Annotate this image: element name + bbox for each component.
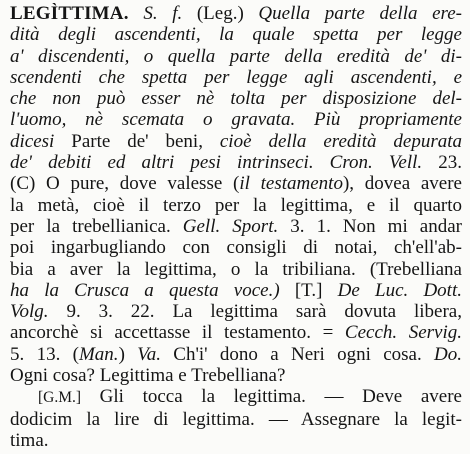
text-segment: 9. 3. 22. La legittima sarà dovuta libera, — [48, 301, 462, 323]
entry-line — [10, 67, 462, 88]
entry-line — [10, 430, 462, 451]
entry-line — [10, 409, 462, 430]
italic-segment: che non può esser nè tolta per disposizione del- — [10, 88, 462, 110]
text-segment: ), dovea avere — [342, 173, 462, 195]
entry-line — [10, 344, 462, 365]
entry-line — [10, 24, 462, 45]
headword: LEGÌTTIMA. — [10, 3, 129, 24]
text-segment: dodicim la lire di legittima. — Assegnare la legit- — [10, 408, 462, 430]
italic-segment: il testamento — [239, 173, 343, 195]
text-segment: 23. — [422, 152, 462, 174]
text-segment: (Leg.) — [182, 3, 259, 24]
text-segment: ) — [118, 343, 138, 365]
entry-line — [10, 46, 462, 67]
entry-line — [10, 280, 462, 301]
italic-segment: Va. — [137, 343, 161, 365]
italic-segment: Cecch. Servig. — [344, 322, 462, 344]
text-segment: per la trebellianica. — [10, 215, 183, 237]
text-segment: bia a aver la legittima, o la tribiliana. (Trebelliana — [10, 258, 462, 280]
text-segment: (C) O pure, dove valesse ( — [10, 173, 240, 195]
text-segment: Ogni cosa? Legittima e Trebelliana? — [10, 365, 286, 387]
entry-line — [10, 386, 462, 408]
italic-segment: S. f. — [143, 3, 183, 24]
entry-line — [10, 365, 462, 386]
entry-line — [10, 216, 462, 237]
text-segment: poi ingarbugliando con consigli di notai, ch'ell'ab- — [10, 237, 462, 259]
entry-line — [10, 173, 462, 194]
text-segment: tima. — [10, 429, 49, 451]
entry-line — [10, 301, 462, 322]
italic-segment: Quella parte della ere- — [258, 3, 462, 24]
entry-line — [10, 195, 462, 216]
italic-segment: cioè della eredità depurata — [219, 130, 462, 152]
editor-tag: [G.M.] — [38, 389, 82, 407]
text-segment: la metà, cioè il terzo per la legittima, e il quarto — [10, 194, 462, 216]
italic-segment: de' debiti ed altri pesi intrinseci. Cron. Vell. — [10, 152, 423, 174]
entry-line — [10, 237, 462, 258]
entry-line — [10, 152, 462, 173]
italic-segment: Man. — [78, 343, 119, 365]
text-segment: ancorchè si accettasse il testamento. = — [10, 322, 345, 344]
entry-line — [10, 259, 462, 280]
italic-segment: dità degli ascendenti, la quale spetta per legge — [10, 24, 462, 46]
entry-line — [10, 131, 462, 152]
text-segment: [T.] — [279, 279, 338, 301]
text-segment: 5. 13. ( — [10, 343, 79, 365]
text-segment — [129, 3, 144, 24]
italic-segment: l'uomo, nè scemata o gravata. Più propriamente — [10, 109, 462, 131]
text-segment: 3. 1. Non mi andar — [278, 215, 462, 237]
entry-line — [10, 322, 462, 343]
italic-segment: Gell. Sport. — [182, 215, 279, 237]
italic-segment: a' discendenti, o quella parte della eredità de' di- — [10, 45, 462, 67]
italic-segment: dicesi — [10, 130, 55, 152]
text-segment: Gli tocca la legittima. — Deve avere — [81, 386, 462, 408]
italic-segment: De Luc. Dott. — [337, 279, 462, 301]
text-segment: Parte de' beni, — [54, 130, 220, 152]
text-segment: Ch'i' dono a Neri ogni cosa. — [160, 343, 435, 365]
italic-segment: scendenti che spetta per legge agli ascendenti, e — [10, 66, 462, 88]
italic-segment: Volg. — [10, 301, 49, 323]
entry-line — [10, 109, 462, 130]
entry-line — [10, 3, 462, 24]
italic-segment: ha la Crusca a questa voce.) — [10, 279, 280, 301]
italic-segment: Do. — [434, 343, 462, 365]
entry-line — [10, 88, 462, 109]
